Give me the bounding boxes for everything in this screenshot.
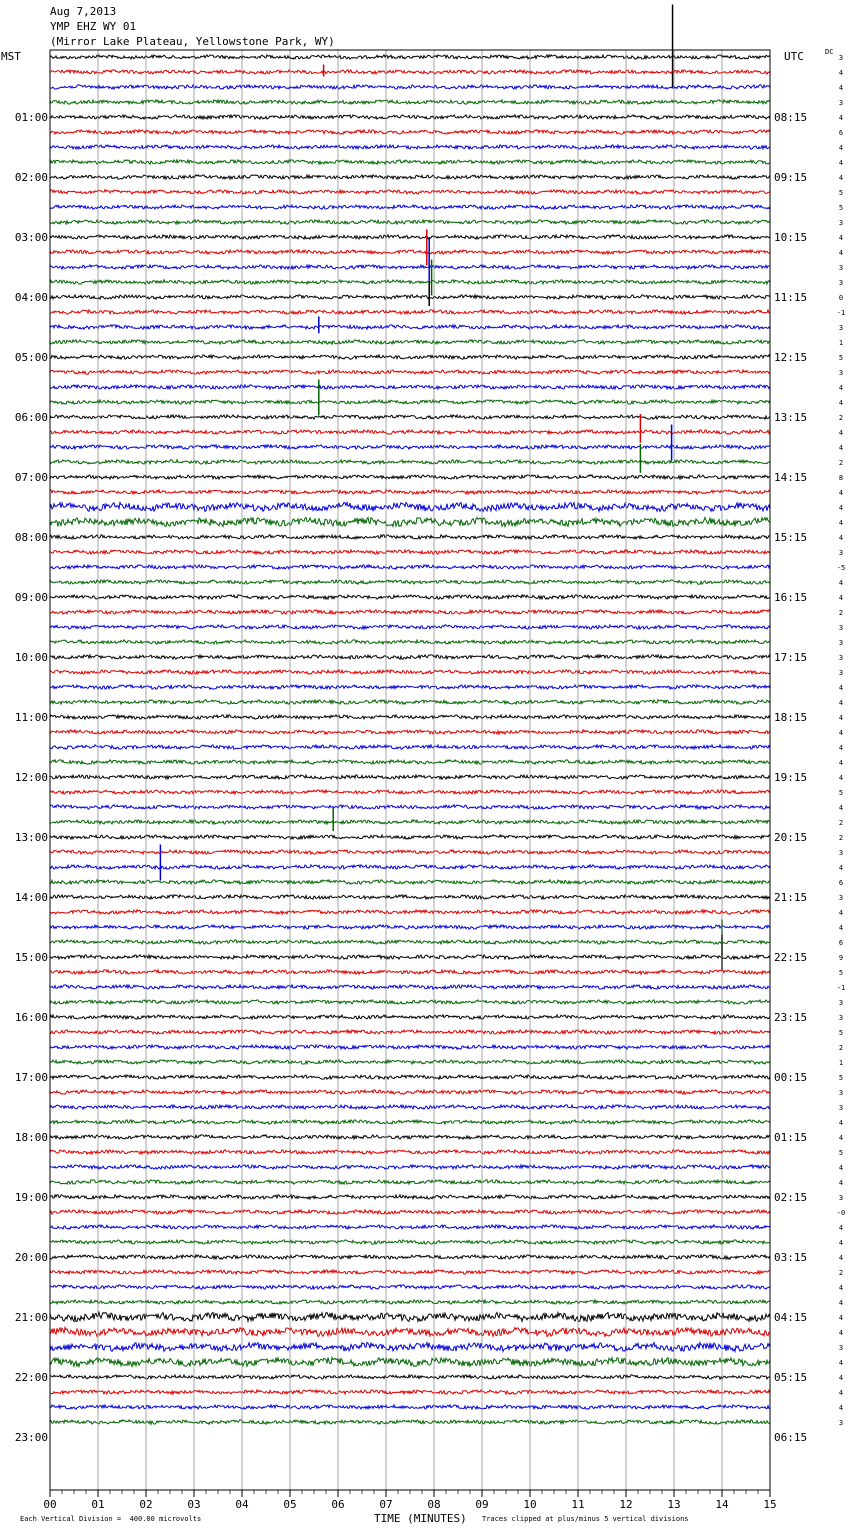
mst-hour-label: 04:00 xyxy=(14,291,48,304)
utc-hour-label: 17:15 xyxy=(774,651,808,664)
dc-offset-label: 2 xyxy=(838,1044,844,1052)
seismic-trace xyxy=(50,1375,770,1379)
seismic-trace xyxy=(50,595,770,599)
x-tick-label: 13 xyxy=(667,1498,681,1511)
x-tick-label: 01 xyxy=(91,1498,105,1511)
x-tick-label: 14 xyxy=(715,1498,729,1511)
dc-offset-label: 4 xyxy=(838,714,844,722)
x-tick-label: 11 xyxy=(571,1498,585,1511)
mst-hour-label: 13:00 xyxy=(14,831,48,844)
dc-offset-label: 4 xyxy=(838,699,844,707)
utc-hour-label: 19:15 xyxy=(774,771,808,784)
utc-hour-label: 16:15 xyxy=(774,591,808,604)
seismic-trace xyxy=(50,1075,770,1079)
dc-offset-label: 4 xyxy=(838,924,844,932)
dc-offset-label: 4 xyxy=(838,174,844,182)
mst-axis-label: MST xyxy=(1,50,21,63)
dc-offset-label: 5 xyxy=(838,789,844,797)
seismic-trace xyxy=(50,1285,770,1289)
seismic-trace xyxy=(50,820,770,824)
dc-offset-label: 3 xyxy=(838,1014,844,1022)
utc-hour-label: 02:15 xyxy=(774,1191,808,1204)
dc-offset-label: 3 xyxy=(838,219,844,227)
seismic-trace xyxy=(50,295,770,299)
dc-offset-label: -1 xyxy=(836,984,846,992)
dc-offset-label: -1 xyxy=(836,309,846,317)
seismic-trace xyxy=(50,85,770,89)
dc-offset-label: 3 xyxy=(838,369,844,377)
seismic-trace xyxy=(50,565,770,569)
dc-offset-label: 6 xyxy=(838,879,844,887)
x-tick-label: 07 xyxy=(379,1498,393,1511)
seismic-trace xyxy=(50,250,770,254)
dc-offset-label: 4 xyxy=(838,909,844,917)
dc-offset-label: 4 xyxy=(838,429,844,437)
dc-offset-label: 5 xyxy=(838,1149,844,1157)
dc-offset-label: 4 xyxy=(838,1389,844,1397)
seismic-trace xyxy=(50,895,770,899)
seismic-trace xyxy=(50,475,770,479)
mst-hour-label: 14:00 xyxy=(14,891,48,904)
dc-offset-label: 9 xyxy=(838,954,844,962)
utc-hour-label: 09:15 xyxy=(774,171,808,184)
seismic-trace xyxy=(50,850,770,854)
utc-hour-label: 12:15 xyxy=(774,351,808,364)
dc-offset-label: 4 xyxy=(838,1224,844,1232)
dc-offset-label: 3 xyxy=(838,894,844,902)
mst-hour-label: 03:00 xyxy=(14,231,48,244)
dc-offset-label: 4 xyxy=(838,684,844,692)
seismic-trace xyxy=(50,310,770,314)
seismic-trace xyxy=(50,670,770,674)
seismic-trace xyxy=(50,220,770,224)
dc-offset-label: 3 xyxy=(838,279,844,287)
scale-note: Each Vertical Division = 400.00 microvolts xyxy=(20,1515,202,1523)
seismic-trace xyxy=(50,700,770,704)
seismic-trace xyxy=(50,955,770,959)
mst-hour-label: 02:00 xyxy=(14,171,48,184)
utc-hour-label: 10:15 xyxy=(774,231,808,244)
seismic-trace xyxy=(50,1150,770,1154)
dc-offset-label: 3 xyxy=(838,849,844,857)
dc-label: DC xyxy=(825,48,834,56)
seismic-trace xyxy=(50,1030,770,1034)
dc-offset-label: 4 xyxy=(838,69,844,77)
dc-offset-label: 3 xyxy=(838,324,844,332)
dc-offset-label: 4 xyxy=(838,1284,844,1292)
dc-offset-label: 2 xyxy=(838,1269,844,1277)
utc-hour-label: 21:15 xyxy=(774,891,808,904)
utc-hour-label: 04:15 xyxy=(774,1311,808,1324)
utc-hour-label: 18:15 xyxy=(774,711,808,724)
dc-offset-label: 3 xyxy=(838,639,844,647)
dc-offset-label: 4 xyxy=(838,1119,844,1127)
seismic-trace xyxy=(50,1342,770,1351)
seismic-trace xyxy=(50,1240,770,1244)
dc-offset-label: 4 xyxy=(838,759,844,767)
seismic-trace xyxy=(50,1195,770,1199)
dc-offset-label: 1 xyxy=(838,1059,844,1067)
seismic-trace xyxy=(50,835,770,839)
dc-offset-label: -0 xyxy=(836,1209,846,1217)
seismic-trace xyxy=(50,1000,770,1004)
mst-hour-label: 16:00 xyxy=(14,1011,48,1024)
dc-offset-label: 4 xyxy=(838,1239,844,1247)
dc-offset-label: 0 xyxy=(838,294,844,302)
dc-offset-label: 2 xyxy=(838,819,844,827)
dc-offset-label: 3 xyxy=(838,1344,844,1352)
seismic-trace xyxy=(50,70,770,74)
dc-offset-label: 4 xyxy=(838,729,844,737)
dc-offset-label: 2 xyxy=(838,459,844,467)
dc-offset-label: 3 xyxy=(838,1419,844,1427)
dc-offset-label: 5 xyxy=(838,969,844,977)
seismic-trace xyxy=(50,985,770,989)
seismic-trace xyxy=(50,385,770,389)
dc-offset-label: 4 xyxy=(838,1164,844,1172)
seismic-trace xyxy=(50,1165,770,1169)
seismic-trace xyxy=(50,910,770,914)
dc-offset-label: 3 xyxy=(838,99,844,107)
seismic-trace xyxy=(50,625,770,629)
seismic-trace xyxy=(50,1313,770,1322)
dc-offset-label: 4 xyxy=(838,384,844,392)
utc-hour-label: 23:15 xyxy=(774,1011,808,1024)
mst-hour-label: 12:00 xyxy=(14,771,48,784)
dc-offset-label: 4 xyxy=(838,1254,844,1262)
dc-offset-label: 4 xyxy=(838,1404,844,1412)
mst-hour-label: 07:00 xyxy=(14,471,48,484)
seismic-trace xyxy=(50,880,770,884)
dc-offset-label: 4 xyxy=(838,1374,844,1382)
seismic-trace xyxy=(50,1358,770,1367)
dc-offset-label: 4 xyxy=(838,504,844,512)
x-tick-label: 00 xyxy=(43,1498,57,1511)
dc-offset-label: 5 xyxy=(838,1029,844,1037)
dc-offset-label: 2 xyxy=(838,834,844,842)
mst-hour-label: 20:00 xyxy=(14,1251,48,1264)
seismic-trace xyxy=(50,1225,770,1229)
utc-hour-label: 01:15 xyxy=(774,1131,808,1144)
dc-offset-label: 4 xyxy=(838,249,844,257)
dc-offset-label: 4 xyxy=(838,744,844,752)
seismic-trace xyxy=(50,415,770,419)
seismic-trace xyxy=(50,205,770,209)
mst-hour-label: 11:00 xyxy=(14,711,48,724)
seismic-trace xyxy=(50,805,770,809)
seismic-trace xyxy=(50,640,770,644)
header-location: (Mirror Lake Plateau, Yellowstone Park, WY) xyxy=(50,35,335,48)
seismic-trace xyxy=(50,1210,770,1214)
seismic-trace xyxy=(50,715,770,719)
dc-offset-label: 5 xyxy=(838,189,844,197)
seismic-trace xyxy=(50,355,770,359)
mst-hour-label: 23:00 xyxy=(14,1431,48,1444)
mst-hour-label: 17:00 xyxy=(14,1071,48,1084)
seismic-trace xyxy=(50,940,770,944)
utc-hour-label: 14:15 xyxy=(774,471,808,484)
seismic-trace xyxy=(50,1405,770,1409)
dc-offset-label: 4 xyxy=(838,159,844,167)
dc-offset-label: 4 xyxy=(838,399,844,407)
seismic-trace xyxy=(50,550,770,554)
dc-offset-label: 6 xyxy=(838,129,844,137)
seismic-trace xyxy=(50,925,770,929)
seismic-trace xyxy=(50,1300,770,1304)
dc-offset-label: 4 xyxy=(838,594,844,602)
mst-hour-label: 08:00 xyxy=(14,531,48,544)
dc-offset-label: 3 xyxy=(838,1194,844,1202)
seismic-trace xyxy=(50,655,770,659)
seismic-trace xyxy=(50,518,770,527)
dc-offset-label: 4 xyxy=(838,84,844,92)
utc-axis-label: UTC xyxy=(784,50,804,63)
header-station: YMP EHZ WY 01 xyxy=(50,20,137,33)
dc-offset-label: 4 xyxy=(838,1299,844,1307)
seismic-trace xyxy=(50,535,770,539)
axis-label-group xyxy=(15,54,845,1511)
seismic-trace xyxy=(50,325,770,329)
x-tick-label: 12 xyxy=(619,1498,633,1511)
seismic-trace xyxy=(50,1270,770,1274)
dc-offset-label: 4 xyxy=(838,1134,844,1142)
utc-hour-label: 13:15 xyxy=(774,411,808,424)
dc-offset-label: 4 xyxy=(838,489,844,497)
seismic-trace xyxy=(50,1180,770,1184)
seismic-trace xyxy=(50,280,770,284)
seismic-trace xyxy=(50,1120,770,1124)
mst-hour-label: 18:00 xyxy=(14,1131,48,1144)
dc-offset-label: 4 xyxy=(838,519,844,527)
seismic-trace xyxy=(50,1328,770,1337)
seismic-trace xyxy=(50,490,770,494)
dc-offset-label: 4 xyxy=(838,804,844,812)
dc-offset-label: 4 xyxy=(838,864,844,872)
dc-offset-label: 3 xyxy=(838,669,844,677)
x-tick-label: 06 xyxy=(331,1498,345,1511)
x-tick-label: 08 xyxy=(427,1498,441,1511)
dc-offset-label: 3 xyxy=(838,1104,844,1112)
seismic-trace xyxy=(50,1135,770,1139)
utc-hour-label: 03:15 xyxy=(774,1251,808,1264)
dc-offset-label: 1 xyxy=(838,339,844,347)
dc-offset-label: 4 xyxy=(838,234,844,242)
mst-hour-label: 19:00 xyxy=(14,1191,48,1204)
dc-offset-label: 8 xyxy=(838,474,844,482)
utc-hour-label: 22:15 xyxy=(774,951,808,964)
dc-offset-label: 4 xyxy=(838,774,844,782)
dc-offset-label: 3 xyxy=(838,624,844,632)
seismic-trace xyxy=(50,340,770,344)
mst-hour-label: 22:00 xyxy=(14,1371,48,1384)
utc-hour-label: 00:15 xyxy=(774,1071,808,1084)
utc-hour-label: 11:15 xyxy=(774,291,808,304)
x-axis-title: TIME (MINUTES) xyxy=(374,1512,467,1525)
x-tick-label: 02 xyxy=(139,1498,153,1511)
dc-offset-label: 5 xyxy=(838,354,844,362)
seismic-trace xyxy=(50,235,770,239)
x-tick-label: 10 xyxy=(523,1498,537,1511)
clip-note: Traces clipped at plus/minus 5 vertical divisions xyxy=(482,1515,689,1523)
mst-hour-label: 05:00 xyxy=(14,351,48,364)
x-tick-label: 15 xyxy=(763,1498,777,1511)
dc-offset-label: 3 xyxy=(838,1089,844,1097)
trace-group xyxy=(50,5,770,1425)
dc-offset-label: 2 xyxy=(838,414,844,422)
mst-hour-label: 01:00 xyxy=(14,111,48,124)
mst-hour-label: 15:00 xyxy=(14,951,48,964)
seismic-trace xyxy=(50,502,770,511)
seismic-trace xyxy=(50,1060,770,1064)
dc-offset-label: 4 xyxy=(838,1359,844,1367)
dc-offset-label: -5 xyxy=(836,564,846,572)
seismic-trace xyxy=(50,430,770,434)
dc-offset-label: 4 xyxy=(838,444,844,452)
seismic-trace xyxy=(50,400,770,404)
seismic-trace xyxy=(50,55,770,59)
seismic-trace xyxy=(50,1390,770,1394)
seismic-trace xyxy=(50,760,770,764)
dc-offset-label: 4 xyxy=(838,144,844,152)
seismic-trace xyxy=(50,580,770,584)
header-date: Aug 7,2013 xyxy=(50,5,117,18)
dc-offset-label: 3 xyxy=(838,54,844,62)
seismic-trace xyxy=(50,1015,770,1019)
x-tick-label: 03 xyxy=(187,1498,201,1511)
mst-hour-label: 06:00 xyxy=(14,411,48,424)
seismic-trace xyxy=(50,190,770,194)
seismic-trace xyxy=(50,445,770,449)
seismic-trace xyxy=(50,1045,770,1049)
seismic-trace xyxy=(50,790,770,794)
dc-offset-label: 6 xyxy=(838,939,844,947)
dc-offset-label: 3 xyxy=(838,999,844,1007)
utc-hour-label: 15:15 xyxy=(774,531,808,544)
seismic-trace xyxy=(50,370,770,374)
seismic-trace xyxy=(50,610,770,614)
mst-hour-label: 09:00 xyxy=(14,591,48,604)
seismic-trace xyxy=(50,1255,770,1259)
dc-offset-label: 4 xyxy=(838,1314,844,1322)
mst-hour-label: 21:00 xyxy=(14,1311,48,1324)
utc-hour-label: 06:15 xyxy=(774,1431,808,1444)
dc-offset-label: 5 xyxy=(838,1074,844,1082)
seismic-trace xyxy=(50,1090,770,1094)
dc-offset-label: 4 xyxy=(838,534,844,542)
mst-hour-label: 10:00 xyxy=(14,651,48,664)
dc-offset-label: 4 xyxy=(838,1329,844,1337)
dc-offset-label: 3 xyxy=(838,264,844,272)
seismic-trace xyxy=(50,865,770,869)
dc-offset-label: 5 xyxy=(838,204,844,212)
seismic-trace xyxy=(50,730,770,734)
x-tick-label: 05 xyxy=(283,1498,297,1511)
seismic-trace xyxy=(50,265,770,269)
seismic-trace xyxy=(50,745,770,749)
seismic-trace xyxy=(50,1420,770,1424)
x-tick-label: 04 xyxy=(235,1498,249,1511)
seismic-trace xyxy=(50,1105,770,1109)
seismic-trace xyxy=(50,460,770,464)
seismic-trace xyxy=(50,145,770,149)
dc-offset-label: 4 xyxy=(838,1179,844,1187)
dc-offset-label: 3 xyxy=(838,654,844,662)
seismic-trace xyxy=(50,100,770,104)
x-tick-label: 09 xyxy=(475,1498,489,1511)
utc-hour-label: 08:15 xyxy=(774,111,808,124)
seismic-trace xyxy=(50,130,770,134)
dc-offset-label: 4 xyxy=(838,579,844,587)
seismic-trace xyxy=(50,685,770,689)
dc-offset-label: 2 xyxy=(838,609,844,617)
seismic-trace xyxy=(50,775,770,779)
seismic-trace xyxy=(50,970,770,974)
utc-hour-label: 20:15 xyxy=(774,831,808,844)
utc-hour-label: 05:15 xyxy=(774,1371,808,1384)
seismic-trace xyxy=(50,115,770,119)
seismic-trace xyxy=(50,175,770,179)
dc-offset-label: 3 xyxy=(838,549,844,557)
seismic-trace xyxy=(50,160,770,164)
dc-offset-label: 4 xyxy=(838,114,844,122)
